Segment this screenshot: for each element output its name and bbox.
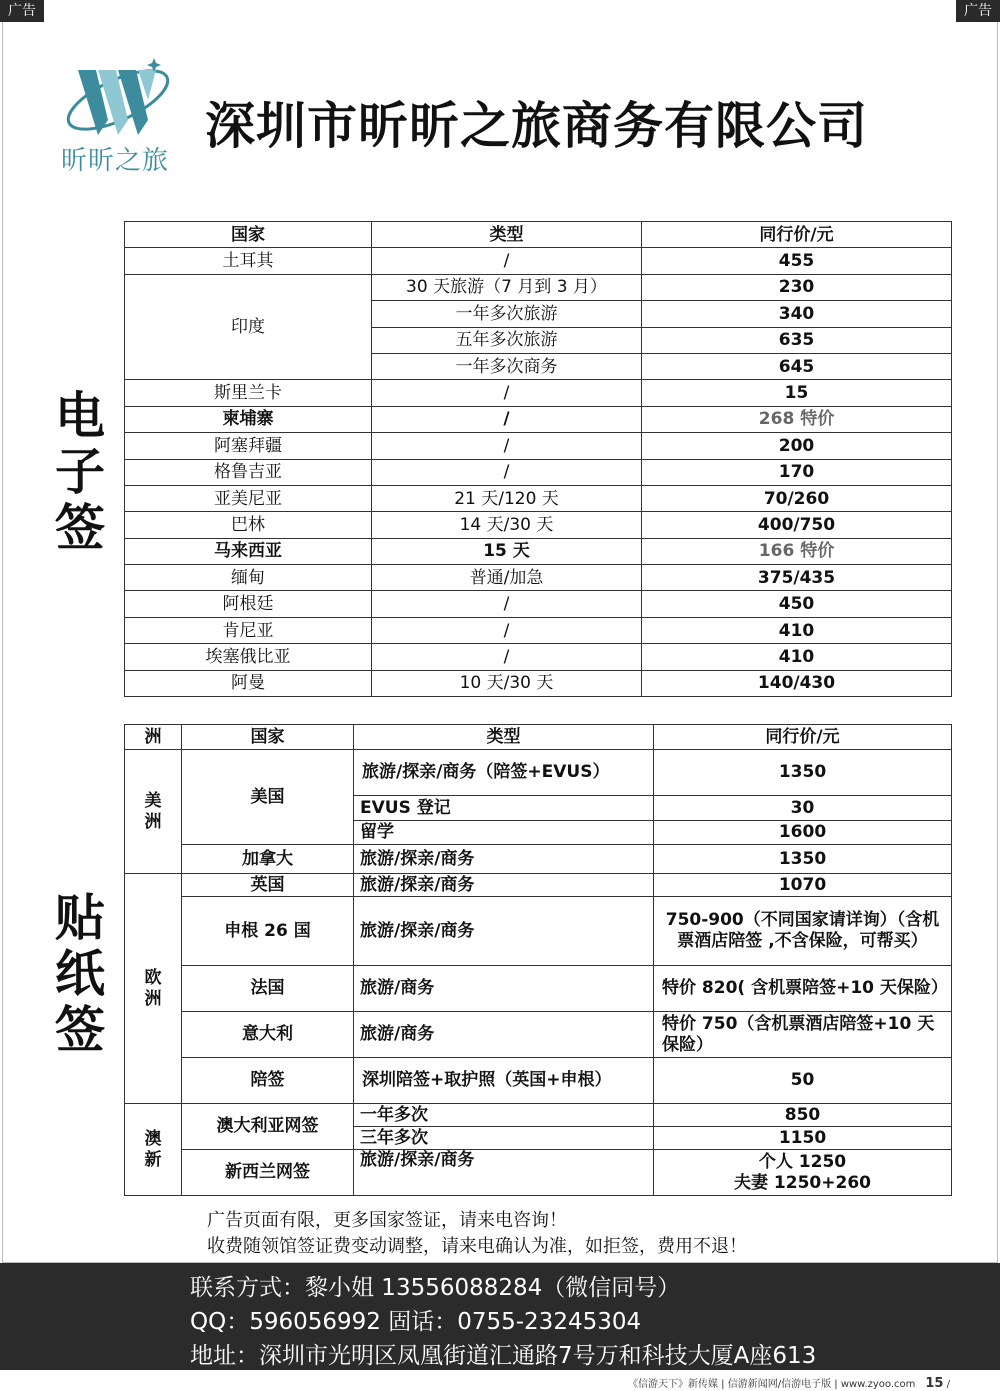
- evisa-side-label: 电 子 签: [55, 387, 105, 557]
- table-row: 法国 旅游/商务 特价 820( 含机票陪签+10 天保险）: [125, 966, 952, 1012]
- table-row: 澳新 澳大利亚网签 一年多次 850: [125, 1104, 952, 1127]
- table-row: 意大利 旅游/商务 特价 750（含机票酒店陪签+10 天保险）: [125, 1012, 952, 1058]
- contact-phone: 联系方式：黎小姐 13556088284（微信同号）: [190, 1275, 681, 1301]
- ad-label-right: 广告: [956, 0, 1000, 22]
- table-row: 柬埔寨 / 268 特价: [125, 406, 952, 432]
- sticker-visa-price-table: [124, 724, 952, 1196]
- table-row: 留学 1600: [125, 821, 952, 845]
- table-row: 土耳其 / 455: [125, 248, 952, 274]
- table-row: 马来西亚 15 天 166 特价: [125, 538, 952, 564]
- table-row: 埃塞俄比亚 / 410: [125, 644, 952, 670]
- table-row: 加拿大 旅游/探亲/商务 1350: [125, 845, 952, 874]
- table-row: 阿塞拜疆 / 200: [125, 433, 952, 459]
- table-row: 格鲁吉亚 / 170: [125, 459, 952, 485]
- table-row: 亚美尼亚 21 天/120 天 70/260: [125, 485, 952, 511]
- table-row: 美洲 美国 旅游/探亲/商务（陪签+EVUS） 1350: [125, 750, 952, 796]
- table-row: 印度 30 天旅游（7 月到 3 月） 230: [125, 274, 952, 300]
- table-row: 一年多次旅游 340: [125, 301, 952, 327]
- table-row: 斯里兰卡 / 15: [125, 380, 952, 406]
- table-row: 五年多次旅游 635: [125, 327, 952, 353]
- table-row: 申根 26 国 旅游/探亲/商务 750-900（不同国家请详询）（含机票酒店陪签 ,不含保险，可帮买）: [125, 897, 952, 966]
- table-row: 欧洲 英国 旅游/探亲/商务 1070: [125, 874, 952, 897]
- table-header: 洲 国家 类型 同行价/元: [125, 725, 952, 750]
- contact-qq: QQ：596056992 固话：0755-23245304: [190, 1309, 642, 1335]
- table-row: 陪签 深圳陪签+取护照（英国+申根） 50: [125, 1058, 952, 1104]
- header-price: 同行价/元: [642, 222, 952, 248]
- table-row: 肯尼亚 / 410: [125, 617, 952, 643]
- continent-oceania: 澳新: [125, 1104, 182, 1196]
- notes: [207, 1208, 747, 1260]
- note-line: 广告页面有限，更多国家签证，请来电咨询！: [207, 1210, 567, 1231]
- table-row: 阿根廷 / 450: [125, 591, 952, 617]
- table-row: 缅甸 普通/加急 375/435: [125, 565, 952, 591]
- company-name: 深圳市昕昕之旅商务有限公司: [205, 97, 868, 155]
- page-footer: 《信游天下》新传媒 | 信游新闻网/信游电子版 | www.zyoo.com 15 /: [628, 1376, 951, 1391]
- table-row: 阿曼 10 天/30 天 140/430: [125, 670, 952, 696]
- table-row: EVUS 登记 30: [125, 796, 952, 821]
- table-header: [125, 222, 952, 248]
- country-india: 印度: [125, 274, 372, 380]
- contact-address: 地址：深圳市光明区凤凰街道汇通路7号万和科技大厦A座613: [190, 1343, 817, 1369]
- contact-footer: [0, 1263, 1000, 1370]
- ad-label-left: 广告: [0, 0, 44, 22]
- continent-europe: 欧洲: [125, 874, 182, 1104]
- evisa-price-table: [124, 221, 952, 697]
- header-country: 国家: [125, 222, 372, 248]
- table-row: 新西兰网签 旅游/探亲/商务 个人 1250 夫妻 1250+260: [125, 1150, 952, 1196]
- page-number: 15: [925, 1376, 944, 1391]
- note-line: 收费随领馆签证费变动调整，请来电确认为准，如拒签，费用不退！: [207, 1236, 747, 1257]
- table-row: 巴林 14 天/30 天 400/750: [125, 512, 952, 538]
- continent-americas: 美洲: [125, 750, 182, 874]
- table-row: 三年多次 1150: [125, 1127, 952, 1150]
- logo-text: 昕昕之旅: [60, 146, 169, 176]
- table-row: 一年多次商务 645: [125, 353, 952, 379]
- header-type: 类型: [372, 222, 642, 248]
- sticker-side-label: 贴 纸 签: [55, 889, 105, 1059]
